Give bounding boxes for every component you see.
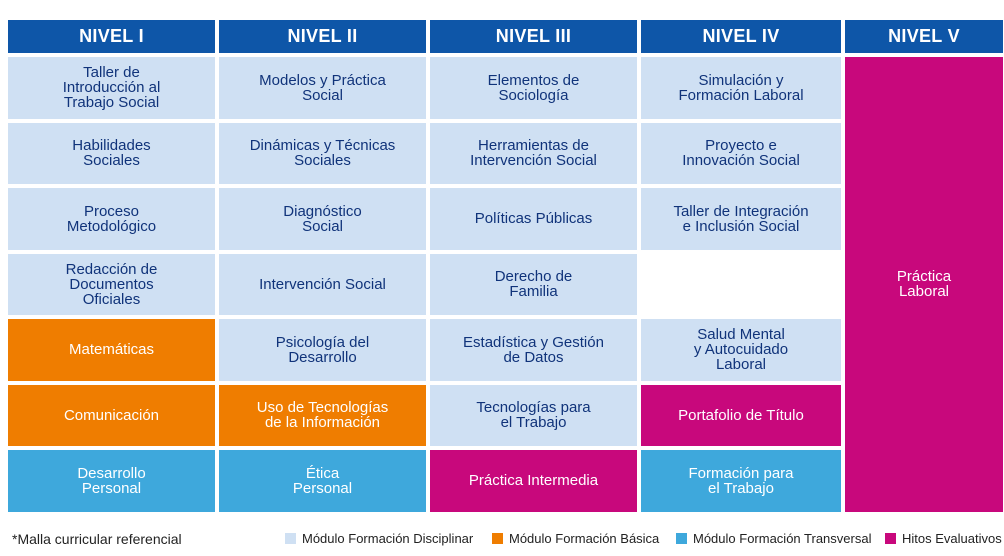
course-cell: Proyecto e Innovación Social [641,123,841,185]
legend-swatch [885,533,896,544]
course-cell: Modelos y Práctica Social [219,57,426,119]
course-cell: Taller de Integración e Inclusión Social [641,188,841,250]
legend-swatch [285,533,296,544]
level-header-3: NIVEL III [430,20,637,53]
course-cell: Políticas Públicas [430,188,637,250]
course-cell: Práctica Intermedia [430,450,637,512]
course-cell: Proceso Metodológico [8,188,215,250]
course-cell: Formación para el Trabajo [641,450,841,512]
course-cell: Matemáticas [8,319,215,381]
legend-label: Hitos Evaluativos [902,531,1002,546]
course-cell: Psicología del Desarrollo [219,319,426,381]
course-cell: Simulación y Formación Laboral [641,57,841,119]
course-cell: Habilidades Sociales [8,123,215,185]
course-cell: Taller de Introducción al Trabajo Social [8,57,215,119]
legend-swatch [676,533,687,544]
course-cell: Portafolio de Título [641,385,841,447]
level-header-2: NIVEL II [219,20,426,53]
course-cell: Derecho de Familia [430,254,637,316]
level-header-1: NIVEL I [8,20,215,53]
legend-item-transversal [676,531,871,546]
course-cell: Uso de Tecnologías de la Información [219,385,426,447]
course-cell: Dinámicas y Técnicas Sociales [219,123,426,185]
legend-label: Módulo Formación Básica [509,531,660,546]
course-cell: Intervención Social [219,254,426,316]
level-header-4: NIVEL IV [641,20,841,53]
course-cell: Desarrollo Personal [8,450,215,512]
footnote: *Malla curricular referencial [12,531,182,547]
legend-label: Módulo Formación Transversal [693,531,872,546]
legend-swatch [492,533,503,544]
legend-item-basica [492,531,659,546]
footer [0,529,1004,549]
course-cell: Salud Mental y Autocuidado Laboral [641,319,841,381]
course-cell: Ética Personal [219,450,426,512]
course-cell: Diagnóstico Social [219,188,426,250]
course-cell: Elementos de Sociología [430,57,637,119]
curriculum-grid [8,20,1003,512]
course-cell: Redacción de Documentos Oficiales [8,254,215,316]
legend-item-disciplinar [285,531,473,546]
legend-label: Módulo Formación Disciplinar [302,531,474,546]
level-header-5: NIVEL V [845,20,1003,53]
course-cell: Estadística y Gestión de Datos [430,319,637,381]
course-cell-practica-laboral: Práctica Laboral [845,57,1003,512]
course-cell: Tecnologías para el Trabajo [430,385,637,447]
course-cell: Herramientas de Intervención Social [430,123,637,185]
course-cell: Comunicación [8,385,215,447]
empty-cell [641,254,841,316]
legend-item-hitos [885,531,1002,546]
